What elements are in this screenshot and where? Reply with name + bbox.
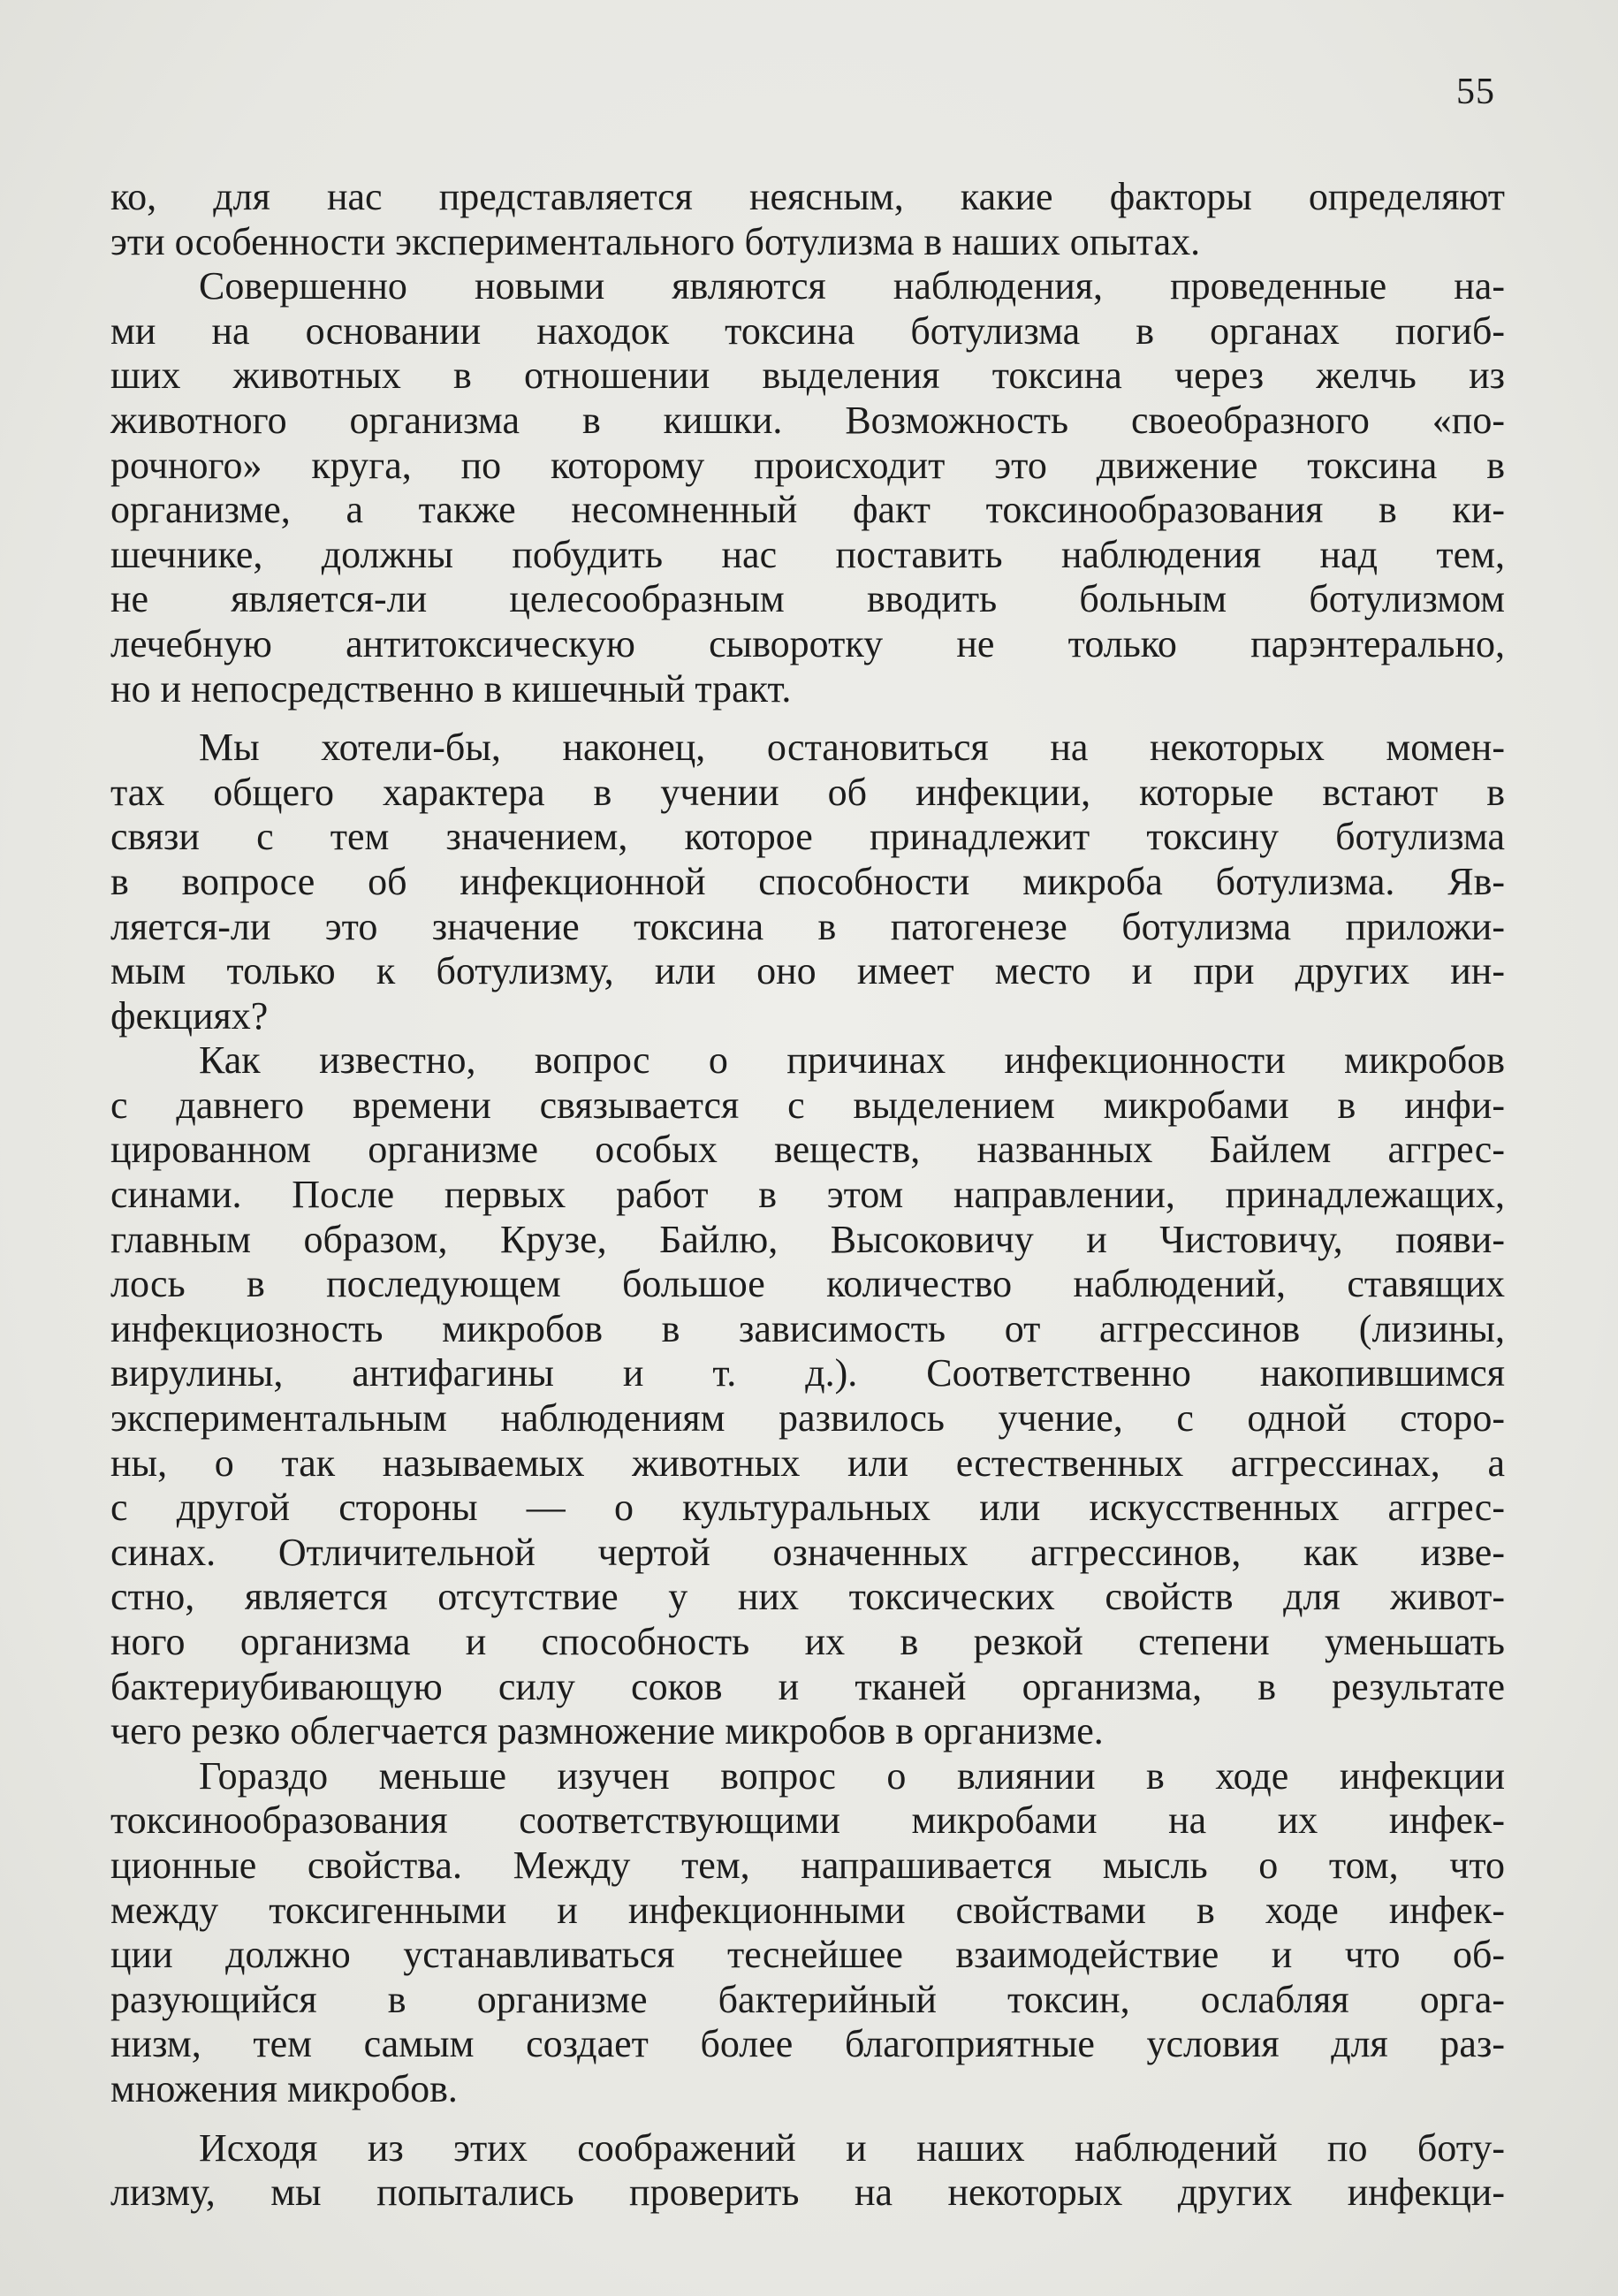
text-line: с давнего времени связывается с выделением микробами в инфи- — [110, 1083, 1505, 1127]
text-line: животного организма в кишки. Возможность своеобразного «по- — [110, 398, 1505, 442]
text-line: цированном организме особых веществ, названных Байлем аггрес- — [110, 1128, 1505, 1172]
text-line: экспериментальным наблюдениям развилось учение, с одной сторо- — [110, 1396, 1505, 1441]
text-line: ко, для нас представляется неясным, какие факторы определяют — [110, 175, 1505, 218]
text-line: мым только к ботулизму, или оно имеет место и при других ин- — [110, 949, 1505, 993]
text-line: синах. Отличительной чертой означенных аггрессинов, как изве- — [110, 1530, 1505, 1574]
paragraph — [110, 1754, 1505, 2112]
paragraph — [110, 1038, 1505, 1754]
text-line: низм, тем самым создает более благоприятные условия для раз- — [110, 2022, 1505, 2066]
text-line: связи с тем значением, которое принадлежит токсину ботулизма — [110, 815, 1505, 859]
text-line: лизму, мы попытались проверить на некоторых других инфекци- — [110, 2171, 1505, 2215]
text-line: рочного» круга, по которому происходит это движение токсина в — [110, 443, 1505, 487]
paragraph — [110, 264, 1505, 711]
text-line: ции должно устанавливаться теснейшее взаимодействие и что об- — [110, 1933, 1505, 1977]
text-line: лечебную антитоксическую сыворотку не только парэнтерально, — [110, 621, 1505, 665]
text-line: ляется-ли это значение токсина в патогенезе ботулизма приложи- — [110, 904, 1505, 948]
text-line: между токсигенными и инфекционными свойствами в ходе инфек- — [110, 1888, 1505, 1932]
paragraph — [110, 2126, 1505, 2216]
text-line: с другой стороны — о культуральных или искусственных аггрес- — [110, 1486, 1505, 1530]
text-line: Гораздо меньше изучен вопрос о влиянии в ходе инфекции — [199, 1753, 1505, 1798]
text-line: организме, а также несомненный факт токсинообразования в ки- — [110, 488, 1505, 532]
text-line: разующийся в организме бактерийный токсин, ослабляя орга- — [110, 1977, 1505, 2021]
text-line: но и непосредственно в кишечный тракт. — [110, 666, 792, 711]
text-line: главным образом, Крузе, Байлю, Высоковичу и Чистовичу, появи- — [110, 1217, 1505, 1261]
text-line: Совершенно новыми являются наблюдения, проведенные на- — [199, 264, 1505, 308]
text-line: эти особенности экспериментального ботулизма в наших опытах. — [110, 219, 1201, 263]
text-line: ших животных в отношении выделения токсина через желчь из — [110, 354, 1505, 398]
text-line: не является-ли целесообразным вводить больным ботулизмом — [110, 577, 1505, 621]
text-line: ного организма и способность их в резкой степени уменьшать — [110, 1620, 1505, 1663]
text-line: ми на основании находок токсина ботулизма в органах погиб- — [110, 308, 1505, 353]
text-line: множения микробов. — [110, 2066, 458, 2110]
text-line: тах общего характера в учении об инфекции, которые встают в — [110, 770, 1505, 814]
text-line: ционные свойства. Между тем, напрашивается мысль о том, что — [110, 1843, 1505, 1887]
text-line: инфекциозность микробов в зависимость от аггрессинов (лизины, — [110, 1306, 1505, 1350]
text-line: ны, о так называемых животных или естественных аггрессинах, а — [110, 1441, 1505, 1485]
text-line: Мы хотели-бы, наконец, остановиться на некоторых момен- — [199, 726, 1505, 770]
page-number: 55 — [1456, 72, 1495, 112]
text-line: в вопросе об инфекционной способности микроба ботулизма. Яв- — [110, 859, 1505, 903]
text-line: лось в последующем большое количество наблюдений, ставящих — [110, 1262, 1505, 1306]
text-line: фекциях? — [110, 993, 269, 1038]
body-text — [110, 175, 1505, 2216]
text-line: шечнике, должны побудить нас поставить наблюдения над тем, — [110, 532, 1505, 576]
text-line: Как известно, вопрос о причинах инфекционности микробов — [199, 1038, 1505, 1083]
text-line: синами. После первых работ в этом направлении, принадлежащих, — [110, 1173, 1505, 1217]
text-line: стно, является отсутствие у них токсических свойств для живот- — [110, 1575, 1505, 1619]
text-line: чего резко облегчается размножение микробов в организме. — [110, 1709, 1104, 1753]
text-line: Исходя из этих соображений и наших наблюдений по боту- — [199, 2125, 1505, 2170]
text-line: токсинообразования соответствующими микробами на их инфек- — [110, 1798, 1505, 1843]
paragraph — [110, 175, 1505, 264]
text-line: вирулины, антифагины и т. д.). Соответственно накопившимся — [110, 1351, 1505, 1395]
text-line: бактериубивающую силу соков и тканей организма, в результате — [110, 1664, 1505, 1708]
paragraph — [110, 726, 1505, 1038]
